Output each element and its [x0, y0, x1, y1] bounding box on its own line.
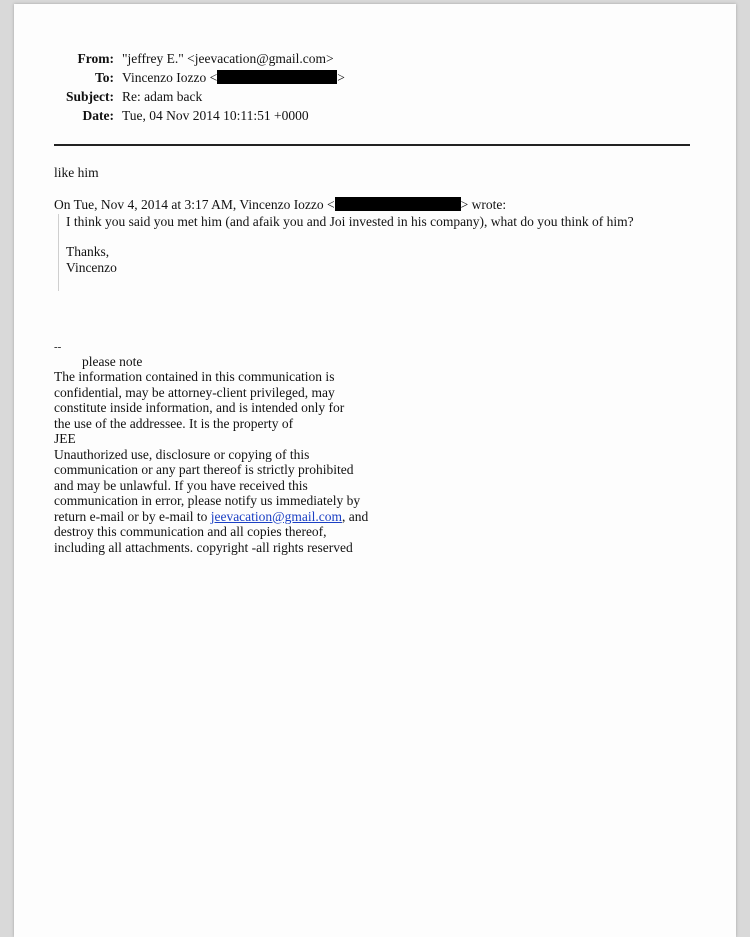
redaction-box [335, 197, 461, 211]
subject-value: Re: adam back [122, 89, 203, 104]
disclaimer-line: including all attachments. copyright -all rights reserved [54, 539, 353, 555]
disclaimer-notify-line [54, 509, 368, 525]
quote-bar [58, 214, 59, 291]
subject-label: Subject: [66, 89, 114, 104]
disclaimer-line: The information contained in this communication is [54, 369, 335, 384]
notify-prefix: return e-mail or by e-mail to [54, 508, 211, 524]
date-value: Tue, 04 Nov 2014 10:11:51 +0000 [122, 108, 309, 123]
reply-text: like him [54, 165, 99, 180]
disclaimer-line: communication or any part thereof is strictly prohibited [54, 462, 354, 477]
to-label: To: [94, 70, 114, 85]
disclaimer-line: constitute inside information, and is intended only for [54, 400, 345, 415]
disclaimer-line: Unauthorized use, disclosure or copying of this [54, 446, 310, 462]
quote-line: I think you said you met him (and afaik you and Joi invested in his company), what do you think of him? [66, 214, 634, 229]
quote-name: Vincenzo [66, 260, 117, 275]
disclaimer-line: confidential, may be attorney-client privileged, may [54, 384, 335, 400]
date-label: Date: [82, 108, 114, 123]
from-value: "jeffrey E." <jeevacation@gmail.com> [122, 51, 334, 66]
to-name: Vincenzo Iozzo < [122, 70, 218, 85]
disclaimer-line: JEE [54, 431, 76, 446]
disclaimer-line: destroy this communication and all copies thereof, [54, 524, 327, 539]
disclaimer-line: and may be unlawful. If you have received this [54, 477, 308, 493]
signature-separator: -- [54, 341, 62, 353]
document-page [14, 4, 736, 937]
quote-intro-text: On Tue, Nov 4, 2014 at 3:17 AM, Vincenzo Iozzo < [54, 197, 335, 212]
redaction-box [217, 70, 337, 84]
note-title: please note [82, 354, 143, 369]
to-suffix: > [337, 70, 345, 85]
quote-intro [54, 197, 506, 213]
quote-thanks: Thanks, [66, 244, 110, 259]
header-divider [54, 144, 690, 146]
quote-intro-suffix: > wrote: [460, 197, 507, 212]
disclaimer-line: communication in error, please notify us immediately by [54, 493, 361, 508]
disclaimer-block [54, 369, 368, 555]
disclaimer-line: the use of the addressee. It is the property of [54, 415, 294, 431]
to-value [122, 69, 345, 87]
from-label: From: [77, 51, 114, 66]
notify-suffix: , and [341, 508, 369, 524]
email-link[interactable]: jeevacation@gmail.com [210, 508, 342, 524]
